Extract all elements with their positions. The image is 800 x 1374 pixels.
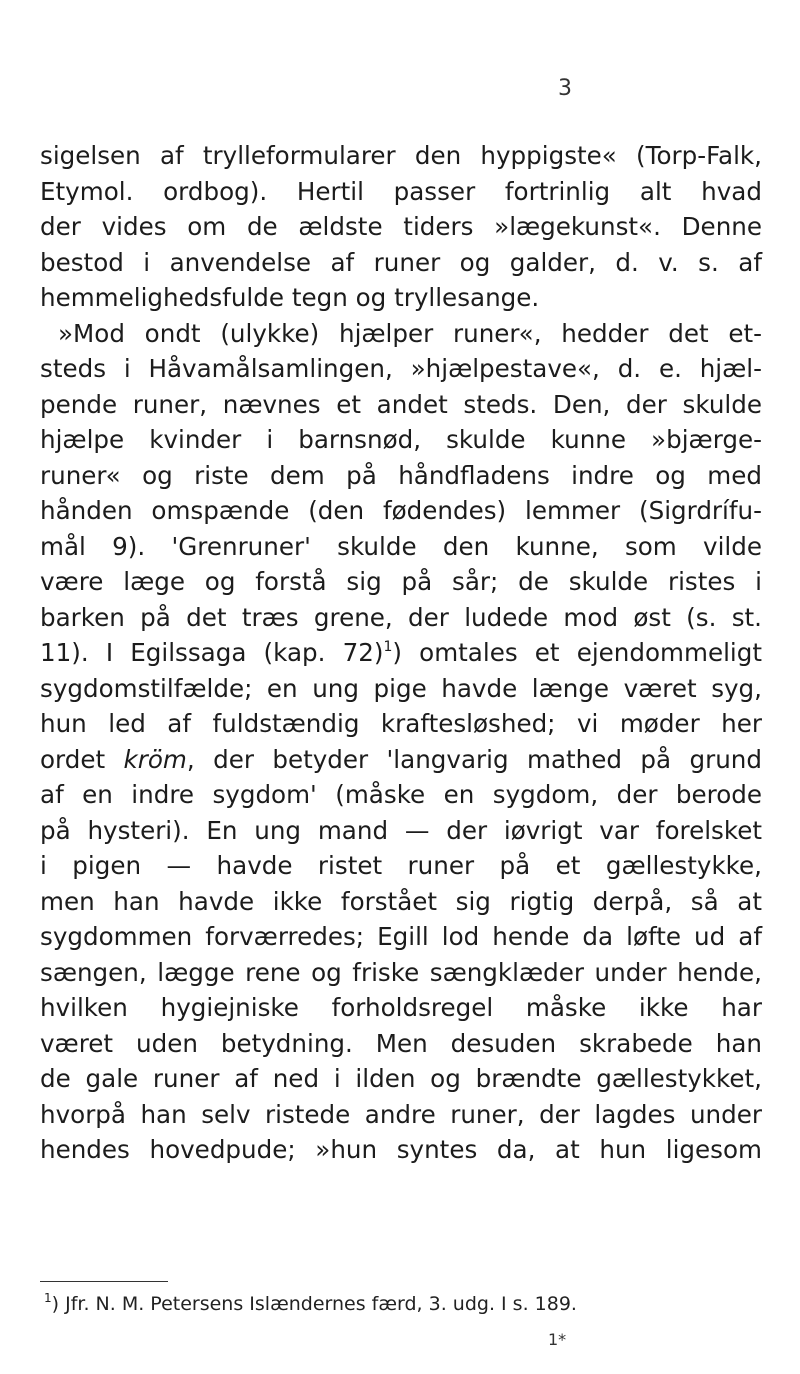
text-line: hvorpå han selv ristede andre runer, der lagdes under bbox=[40, 1099, 762, 1129]
page-number: 3 bbox=[558, 76, 572, 101]
footnote-text: ) Jfr. N. M. Petersens Islændernes færd, 3. udg. I s. 189. bbox=[51, 1293, 577, 1315]
text-line: »Mod ondt (ulykke) hjælper runer«, hedder det et- bbox=[58, 318, 762, 348]
text-line: hjælpe kvinder i barnsnød, skulde kunne »bjærge- bbox=[40, 425, 762, 454]
signature-mark: 1* bbox=[548, 1330, 567, 1349]
text-line: bestod i anvendelse af runer og galder, d. v. s. af bbox=[40, 247, 762, 277]
text-line: der vides om de ældste tiders »lægekunst«. Denne bbox=[40, 212, 762, 241]
body-text bbox=[40, 138, 762, 1168]
text-segment: ordet bbox=[40, 744, 124, 774]
text-line: hemmelighedsfulde tegn og tryllesange. bbox=[40, 283, 540, 312]
text-line: i pigen — havde ristet runer på et gællestykke, bbox=[40, 851, 762, 880]
text-line: sygdomstilfælde; en ung pige havde længe været syg, bbox=[40, 673, 762, 703]
text-line: men han havde ikke forstået sig rigtig derpå, så at bbox=[40, 886, 762, 916]
text-line: været uden betydning. Men desuden skrabede han bbox=[40, 1028, 762, 1058]
footnote-divider bbox=[40, 1281, 168, 1282]
text-line: hun led af fuldstændig kraftesløshed; vi møder her bbox=[40, 709, 762, 738]
text-segment: 11). I Egilssaga (kap. 72) bbox=[40, 638, 384, 667]
text-line: sigelsen af trylleformularer den hyppigste« (Torp-Falk, bbox=[40, 141, 762, 170]
text-line: hendes hovedpude; »hun syntes da, at hun ligesom bbox=[40, 1135, 762, 1164]
text-line: pende runer, nævnes et andet steds. Den, der skulde bbox=[40, 389, 762, 419]
text-segment: ) omtales et ejendommeligt bbox=[392, 638, 762, 667]
text-line: sygdommen forværredes; Egill lod hende da løfte ud af bbox=[40, 922, 762, 951]
text-line: mål 9). 'Grenruner' skulde den kunne, som vilde bbox=[40, 531, 762, 561]
text-line: barken på det træs grene, der ludede mod øst (s. st. bbox=[40, 602, 762, 632]
text-segment: , der betyder 'langvarig mathed på grund bbox=[186, 744, 762, 774]
text-line: være læge og forstå sig på sår; de skulde ristes i bbox=[40, 567, 762, 596]
text-line: steds i Håvamålsamlingen, »hjælpestave«, d. e. hjæl- bbox=[40, 354, 762, 383]
text-line: hvilken hygiejniske forholdsregel måske ikke har bbox=[40, 993, 762, 1022]
text-line: sængen, lægge rene og friske sængklæder under hende, bbox=[40, 957, 762, 987]
text-line: runer« og riste dem på håndfladens indre og med bbox=[40, 460, 762, 490]
text-line: på hysteri). En ung mand — der iøvrigt var forelsket bbox=[40, 815, 762, 845]
text-line: af en indre sygdom' (måske en sygdom, der berode bbox=[40, 780, 762, 809]
italic-term: kröm bbox=[123, 744, 187, 774]
footnote-marker: 1 bbox=[44, 1291, 52, 1305]
text-line: Etymol. ordbog). Hertil passer fortrinlig alt hvad bbox=[40, 176, 762, 206]
text-line: de gale runer af ned i ilden og brændte gællestykket, bbox=[40, 1064, 762, 1093]
text-line: hånden omspænde (den fødendes) lemmer (Sigrdrífu- bbox=[40, 496, 762, 525]
footnote bbox=[44, 1293, 577, 1315]
footnote-marker: 1 bbox=[383, 639, 393, 655]
text-line bbox=[40, 742, 762, 778]
text-line bbox=[40, 635, 762, 671]
